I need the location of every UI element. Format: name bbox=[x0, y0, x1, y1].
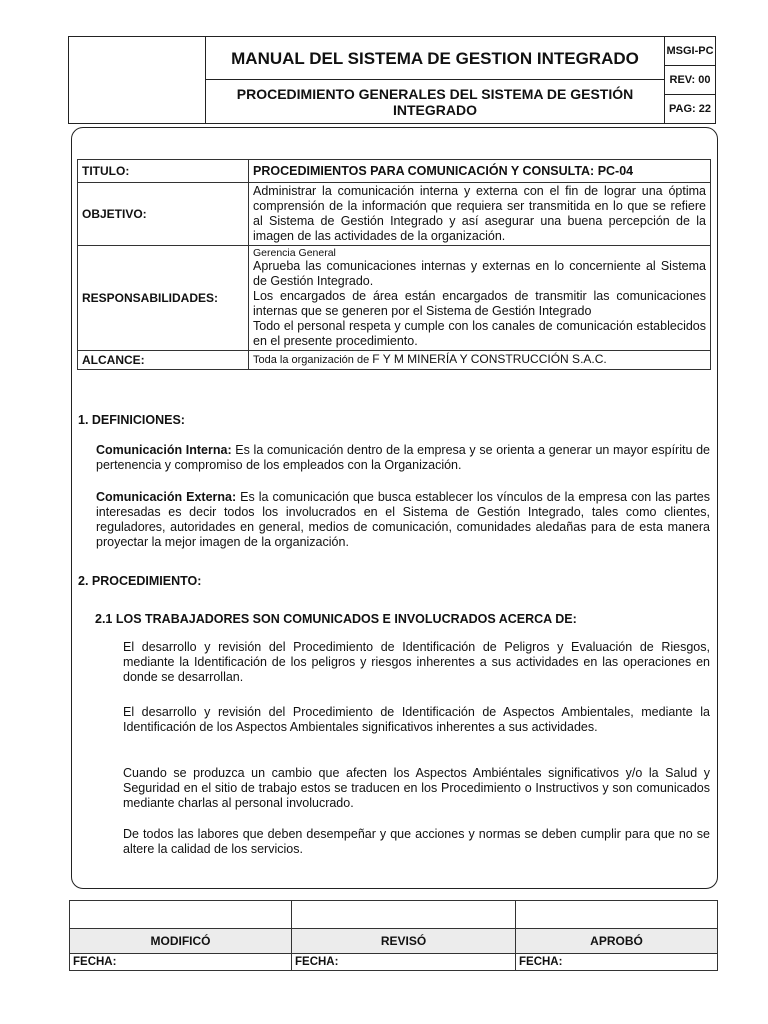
document-code: MSGI-PC bbox=[665, 37, 715, 66]
resp-paragraph-3: Todo el personal respeta y cumple con los canales de comunicación establecidos en el presente procedimiento. bbox=[253, 319, 706, 348]
definition-interna bbox=[96, 443, 710, 473]
definition-interna-text: Es la comunicación dentro de la empresa y se orienta a generar un mayor espíritu de pertenencia y compromiso de los empleados con la Organización. bbox=[96, 443, 710, 472]
alcance-label: ALCANCE: bbox=[78, 351, 249, 370]
company-name: F Y M MINERÍA Y CONSTRUCCIÓN S.A.C. bbox=[372, 352, 607, 366]
table-row bbox=[78, 160, 711, 183]
objetivo-value: Administrar la comunicación interna y externa con el fin de lograr una óptima comprensión de la información que requiera ser transmitida en lo que se refiere al Sistema de Gestión Integrado y así asegurar una buena percepción de la imagen de las actividades de la organización. bbox=[249, 183, 711, 246]
definition-externa bbox=[96, 490, 710, 550]
table-row bbox=[78, 183, 711, 246]
fecha-modifico: FECHA: bbox=[70, 954, 292, 971]
fecha-aprobo: FECHA: bbox=[516, 954, 718, 971]
table-row bbox=[78, 351, 711, 370]
resp-heading: Gerencia General bbox=[253, 247, 336, 259]
approval-table bbox=[69, 900, 718, 971]
logo-cell bbox=[69, 37, 206, 123]
term-externa: Comunicación Externa: bbox=[96, 490, 237, 504]
responsabilidades-value bbox=[249, 246, 711, 351]
procedure-paragraph-3: Cuando se produzca un cambio que afecten los Aspectos Ambiéntales significativos y/o la Salud y Seguridad en el sitio de trabajo estos se traducen en los Procedimiento o Instructivos y son comunicados mediante charlas al personal involucrado. bbox=[123, 766, 710, 810]
signature-modifico bbox=[70, 901, 292, 929]
signature-row bbox=[70, 901, 718, 929]
role-reviso: REVISÓ bbox=[292, 929, 516, 954]
titulo-value: PROCEDIMIENTOS PARA COMUNICACIÓN Y CONSULTA: PC-04 bbox=[249, 160, 711, 183]
role-row bbox=[70, 929, 718, 954]
procedure-paragraph-4: De todos las labores que deben desempeñar y que acciones y normas se deben cumplir para que no se altere la calidad de los servicios. bbox=[123, 827, 710, 856]
manual-title: MANUAL DEL SISTEMA DE GESTION INTEGRADO bbox=[206, 37, 665, 80]
procedure-subtitle: PROCEDIMIENTO GENERALES DEL SISTEMA DE GESTIÓN INTEGRADO bbox=[206, 80, 665, 123]
alcance-value bbox=[249, 351, 711, 370]
signature-reviso bbox=[292, 901, 516, 929]
role-aprobo: APROBÓ bbox=[516, 929, 718, 954]
resp-paragraph-2: Los encargados de área están encargados de transmitir las comunicaciones internas que se generen por el Sistema de Gestión Integrado bbox=[253, 289, 706, 318]
procedure-paragraph-1: El desarrollo y revisión del Procedimiento de Identificación de Peligros y Evaluación de Riesgos, mediante la Identificación de los peligros y riesgos inherentes a sus actividades en las operaciones en donde se desarrollan. bbox=[123, 640, 710, 684]
alcance-text: Toda la organización de bbox=[253, 354, 373, 366]
titulo-label: TITULO: bbox=[78, 160, 249, 183]
procedure-paragraph-2: El desarrollo y revisión del Procedimiento de Identificación de Aspectos Ambientales, mediante la Identificación de los Aspectos Ambientales significativos inherentes a sus actividades. bbox=[123, 705, 710, 734]
procedure-info-table bbox=[77, 159, 711, 370]
resp-paragraph-1: Aprueba las comunicaciones internas y externas en lo concerniente al Sistema de Gestión Integrado. bbox=[253, 259, 706, 288]
document-header bbox=[68, 36, 716, 124]
definition-externa-text: Es la comunicación que busca establecer los vínculos de la empresa con las partes interesadas es decir todos los involucrados en el Sistema de Gestión Integrado, tales como clientes, reguladores, autoridades en general, medios de comunicación, comunidades aledañas para de esta manera proyectar la mejor imagen de la organización. bbox=[96, 490, 710, 549]
section-heading-definiciones: 1. DEFINICIONES: bbox=[78, 413, 185, 427]
role-modifico: MODIFICÓ bbox=[70, 929, 292, 954]
responsabilidades-label: RESPONSABILIDADES: bbox=[78, 246, 249, 351]
revision-number: REV: 00 bbox=[665, 66, 715, 95]
objetivo-label: OBJETIVO: bbox=[78, 183, 249, 246]
fecha-reviso: FECHA: bbox=[292, 954, 516, 971]
subsection-heading: 2.1 LOS TRABAJADORES SON COMUNICADOS E INVOLUCRADOS ACERCA DE: bbox=[95, 612, 577, 626]
page-number: PAG: 22 bbox=[669, 103, 711, 115]
term-interna: Comunicación Interna: bbox=[96, 443, 232, 457]
table-row bbox=[78, 246, 711, 351]
signature-aprobo bbox=[516, 901, 718, 929]
date-row bbox=[70, 954, 718, 971]
section-heading-procedimiento: 2. PROCEDIMIENTO: bbox=[78, 574, 202, 588]
